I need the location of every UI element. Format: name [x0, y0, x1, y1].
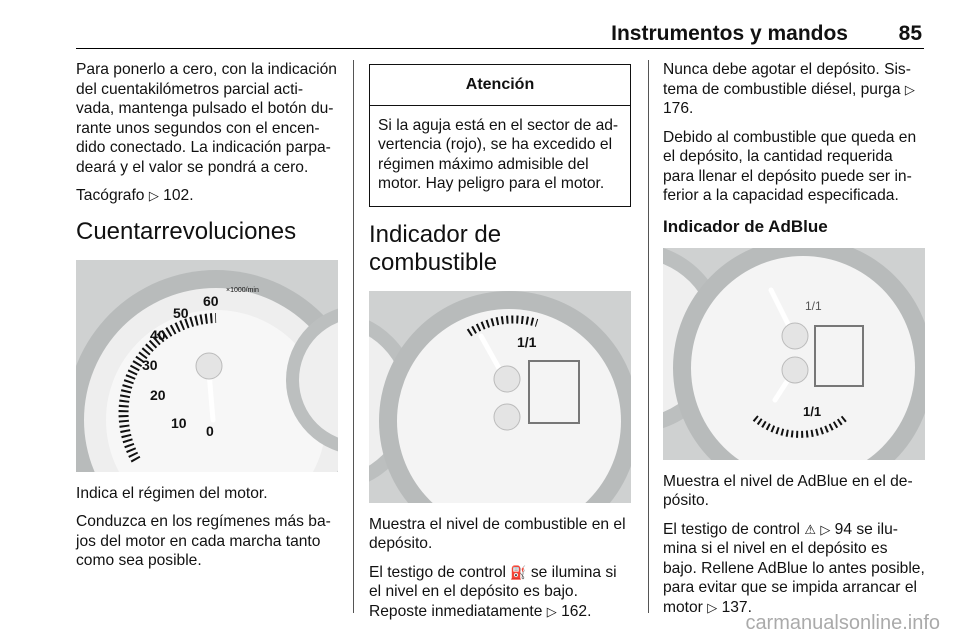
page-reference-link[interactable]: 94 [834, 520, 853, 538]
fuel-warning-text-b: se ilumina si el nivel en el depósito es bajo. Reposte inmediatamente [369, 563, 617, 620]
page-reference-link[interactable]: 176. [663, 100, 694, 117]
attention-body: Si la aguja está en el sector de ad- vertencia (rojo), se ha excedido el régimen máximo admisible del motor. Hay peligro para el motor. [378, 116, 619, 192]
attention-title: Atención [370, 65, 630, 106]
column-3 [663, 60, 925, 626]
reference-arrow-icon: ▷ [820, 521, 831, 537]
fuel-pump-icon: ⛽ [510, 564, 527, 580]
fuel-label-full: 1/1 [805, 298, 822, 313]
fuel-warning-text-a: El testigo de control [369, 563, 506, 581]
attention-box [369, 64, 631, 207]
adblue-warning-text-a: El testigo de control [663, 520, 800, 538]
tachograph-label: Tacógrafo [76, 187, 145, 204]
paragraph-reset: Para ponerlo a cero, con la indicación del cuentakilómetros parcial acti- vada, mantenga pulsado el botón du- rante unos segundos con el encen- dido conectado. La indicación parpa- deará y el valor se pondrá a cero. [76, 61, 337, 176]
column-1 [76, 60, 341, 580]
paragraph-tachograph [76, 186, 341, 206]
adblue-gauge-figure [663, 248, 925, 460]
header-rule [76, 48, 924, 49]
section-title: Instrumentos y mandos [611, 22, 848, 45]
watermark-text: carmanualsonline.info [745, 612, 940, 634]
tacho-label-60: 60 [203, 292, 219, 309]
adblue-warning-text-b: se ilu- mina si el nivel en el depósito es bajo. Rellene AdBlue lo antes posible, para evitar que se impida arrancar el motor [663, 520, 925, 616]
tacho-label-10: 10 [171, 414, 187, 431]
paragraph-tacho-advice: Conduzca en los regímenes más ba- jos del motor en cada marcha tanto como sea posible. [76, 513, 331, 569]
paragraph-tacho-desc: Indica el régimen del motor. [76, 484, 268, 502]
tacho-label-30: 30 [142, 356, 158, 373]
purge-text: Nunca debe agotar el depósito. Sis- tema de combustible diésel, purga [663, 61, 911, 98]
page-header [0, 0, 960, 52]
paragraph-fuel-warning [369, 563, 631, 622]
paragraph-capacity: Debido al combustible que queda en el depósito, la cantidad requerida para llenar el depósito puede ser in- ferior a la capacidad especificada. [663, 128, 917, 204]
heading-tachometer: Cuentarrevoluciones [76, 217, 297, 245]
heading-fuel-gauge: Indicador de combustible [369, 220, 502, 276]
adblue-warning-icon: ⚠ [804, 521, 816, 537]
column-2 [369, 60, 631, 630]
tacho-label-50: 50 [173, 304, 189, 321]
paragraph-purge [663, 60, 925, 119]
page-reference-link[interactable]: 102. [163, 187, 194, 204]
page-number: 85 [898, 22, 922, 45]
fuel-gauge-figure [369, 291, 631, 503]
paragraph-fuel-desc: Muestra el nivel de combustible en el depósito. [369, 515, 626, 552]
page-reference-link[interactable]: 137. [721, 598, 752, 616]
tacho-label-0: 0 [206, 422, 214, 439]
heading-adblue: Indicador de AdBlue [663, 216, 828, 236]
adblue-label-full: 1/1 [803, 403, 822, 419]
reference-arrow-icon: ▷ [546, 603, 557, 619]
tacho-label-40: 40 [150, 326, 166, 343]
tacho-unit-label: ×1000/min [226, 286, 259, 294]
tachometer-figure [76, 260, 338, 472]
tacho-label-20: 20 [150, 386, 166, 403]
page-reference-link[interactable]: 162. [561, 602, 592, 620]
fuel-label-full: 1/1 [517, 333, 537, 350]
reference-arrow-icon: ▷ [707, 599, 718, 615]
paragraph-adblue-desc: Muestra el nivel de AdBlue en el de- pósito. [663, 472, 913, 509]
paragraph-adblue-warning [663, 520, 925, 618]
column-divider-1 [353, 60, 354, 613]
reference-arrow-icon: ▷ [148, 188, 159, 203]
reference-arrow-icon: ▷ [904, 81, 915, 97]
column-divider-2 [648, 60, 649, 613]
